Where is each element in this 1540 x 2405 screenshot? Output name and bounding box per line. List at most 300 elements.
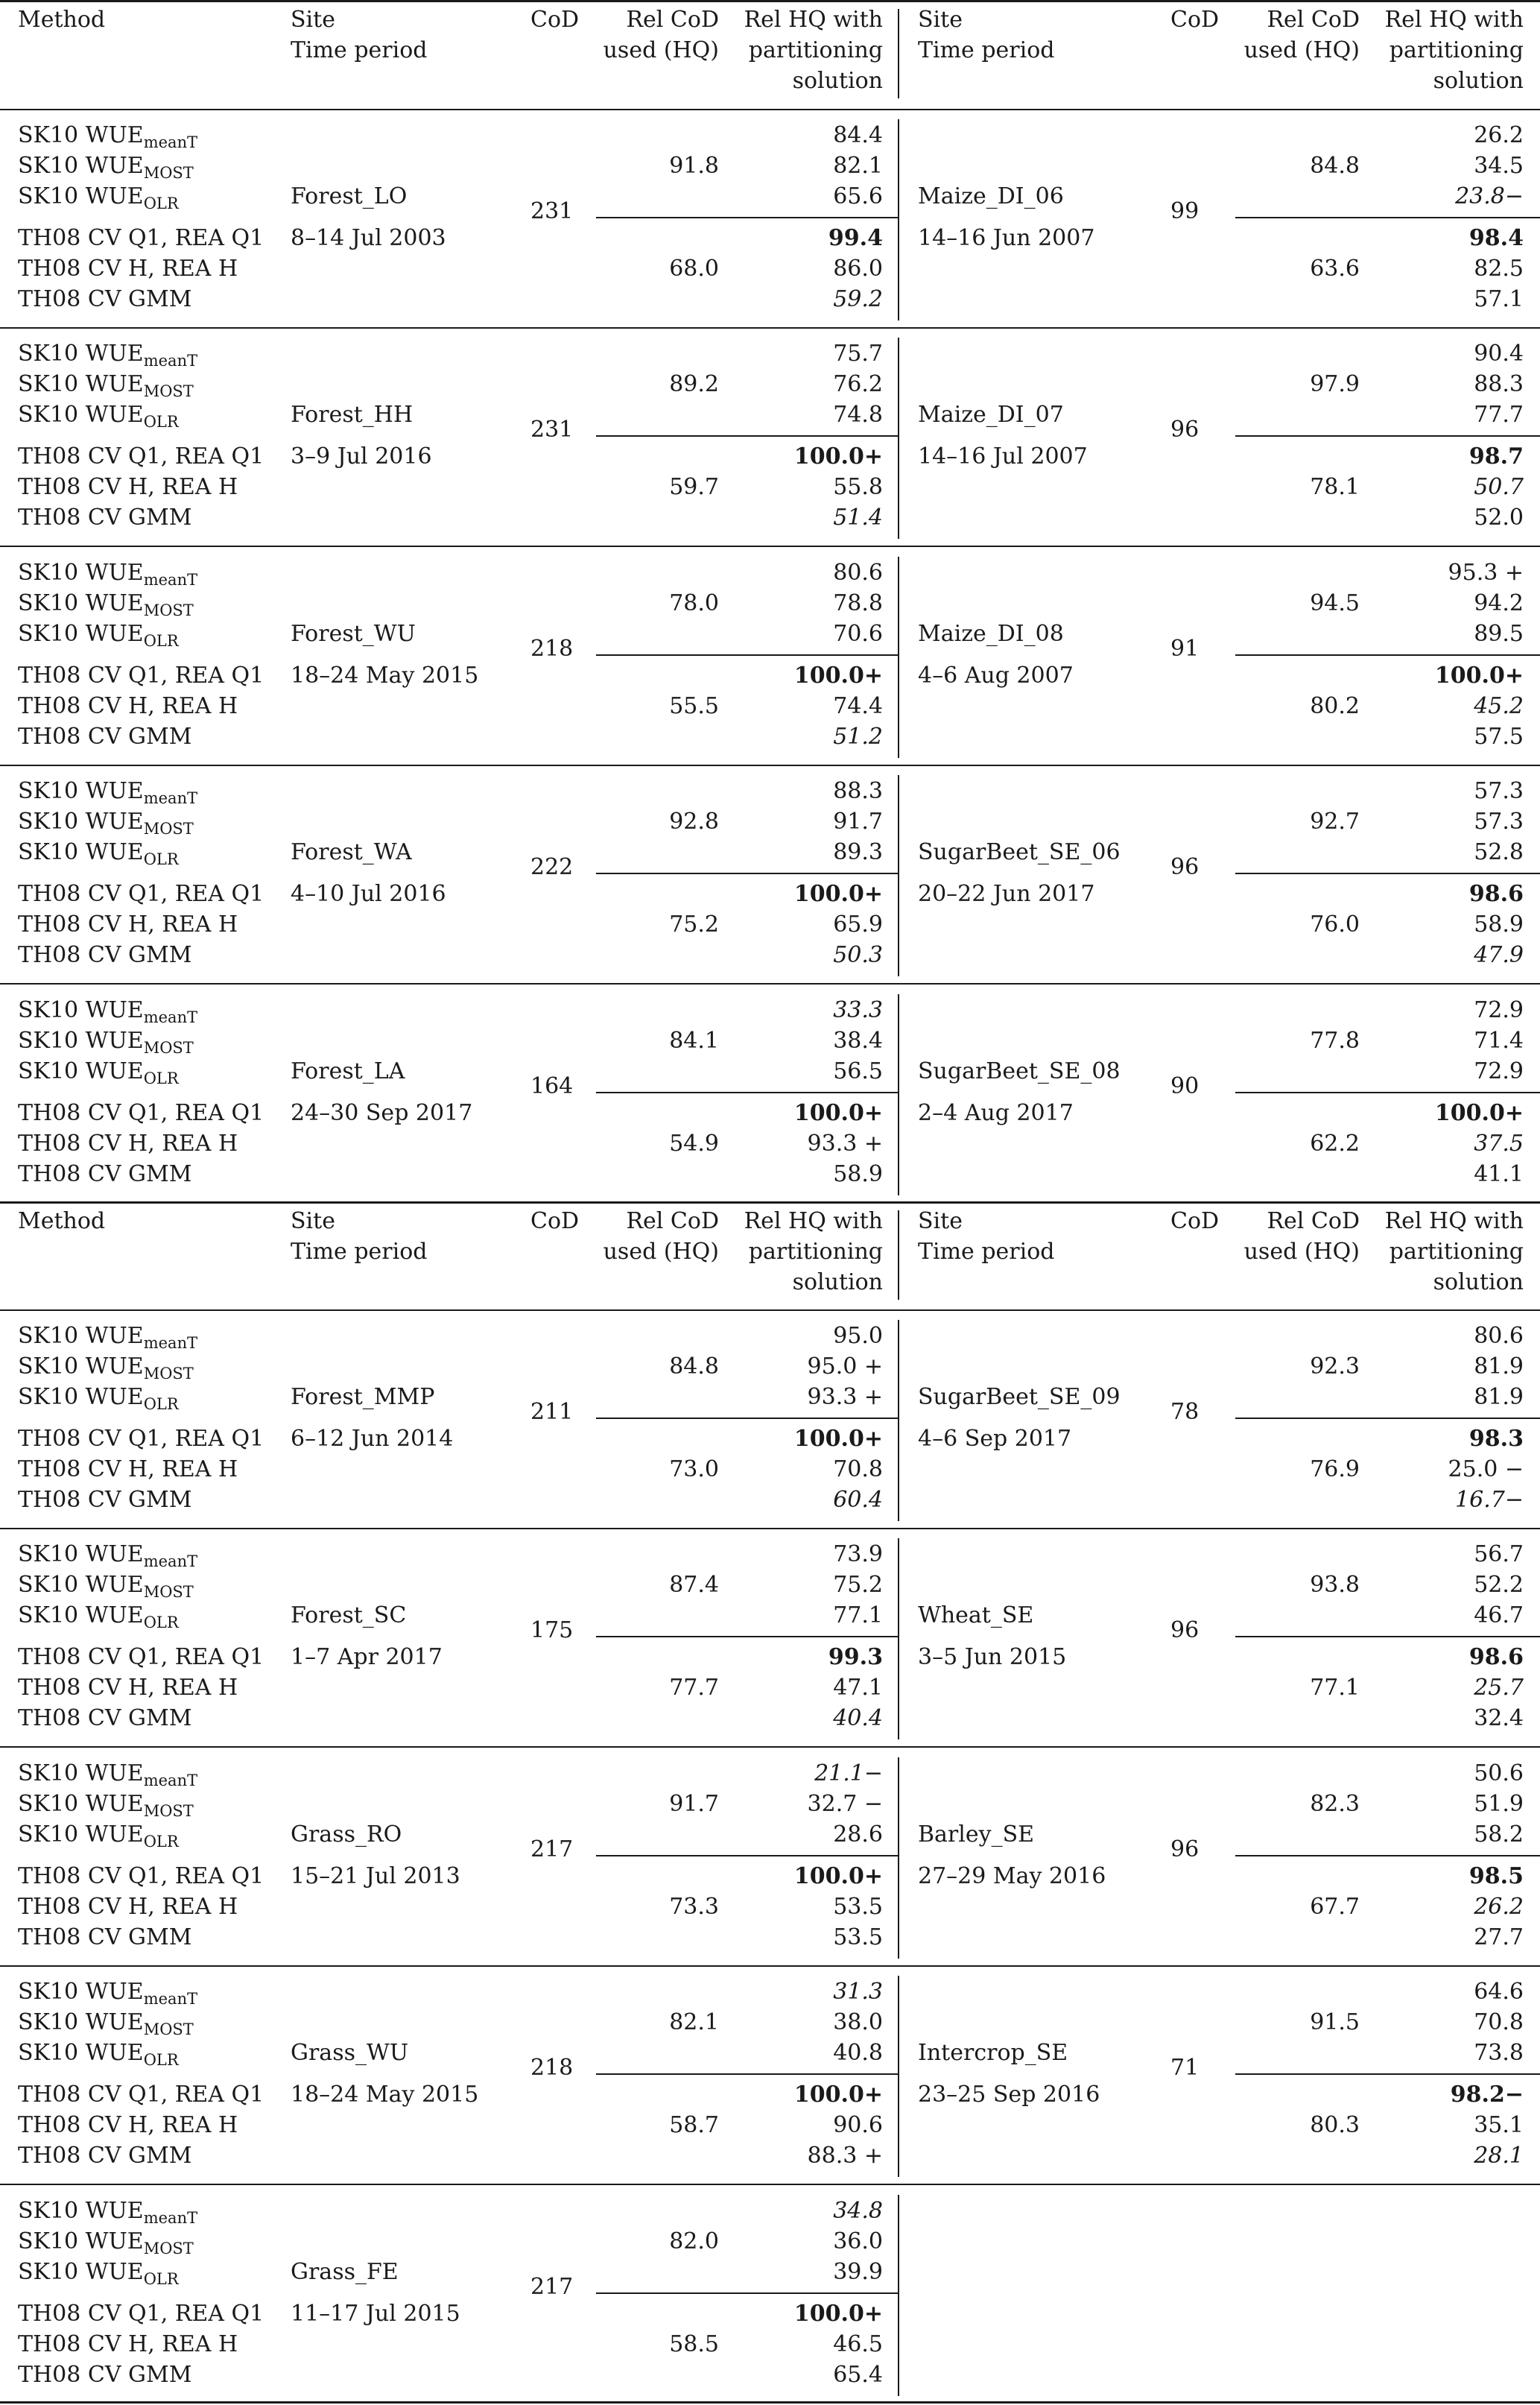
block-6-left-relhq-3: 99.3 [828,1644,883,1670]
block-8-right-relhq-1: 70.8 [1474,2009,1524,2035]
block-4-method-1: SK10 $WUE_{MOST}$ [18,1028,194,1057]
header-relhq-right-2: partitioning [1389,37,1524,63]
method-subscript: MOST [143,2240,194,2257]
block-0-left-relhq-4: 86.0 [833,256,883,282]
block-5-left-relhq-4: 70.8 [833,1456,883,1482]
block-0-method-4: TH08 CV H, REA H [18,256,238,282]
header-site: Site [291,7,335,33]
header-relhq-right: Rel HQ with [1384,7,1524,33]
block-7-left-relcod-sk: 91.7 [669,1791,719,1817]
block-2-left-relhq-1: 78.8 [833,590,883,616]
block-5-right-relhq-4: 25.0 − [1448,1456,1524,1482]
block-3-left-period: 4–10 Jul 2016 [291,881,446,907]
block-4-left-site: Forest_LA [291,1058,405,1084]
block-8-right-relcod-th: 80.3 [1310,2112,1360,2138]
block-7-left-period: 15–21 Jul 2013 [291,1863,460,1889]
block-6-method-4: TH08 CV H, REA H [18,1675,238,1701]
block-5-left-relcod-sk: 84.8 [669,1353,719,1380]
block-5-method-3: TH08 CV Q1, REA Q1 [18,1426,264,1452]
block-8-left-relhq-5: 88.3 + [807,2143,883,2169]
block-5-right-relcod-th: 76.9 [1310,1456,1360,1482]
block-6-right-relhq-0: 56.7 [1474,1541,1524,1567]
block-rule-8 [0,2184,1540,2185]
block-1-method-1: SK10 $WUE_{MOST}$ [18,371,194,400]
block-4-right-relcod-sk: 77.8 [1310,1028,1360,1054]
block-0-left-midrule [596,217,898,218]
header-column-separator [898,1210,899,1300]
header-site-right: Site [918,7,963,33]
block-6-right-midrule [1235,1636,1540,1637]
block-9-left-period: 11–17 Jul 2015 [291,2301,460,2327]
block-1-left-relhq-4: 55.8 [833,474,883,500]
block-1-left-relhq-5: 51.4 [833,505,883,531]
block-1-right-midrule [1235,435,1540,437]
block-3-left-relhq-5: 50.3 [833,942,883,968]
block-7-left-relhq-0: 21.1− [814,1760,883,1786]
block-3-method-0: SK10 $WUE_{meanT}$ [18,778,198,807]
block-5-right-relhq-5: 16.7− [1455,1487,1524,1513]
block-4-right-period: 2–4 Aug 2017 [918,1100,1074,1126]
method-subscript: meanT [143,1990,198,2008]
block-8-method-4: TH08 CV H, REA H [18,2112,238,2138]
block-5-left-relhq-0: 95.0 [833,1323,883,1349]
block-8-left-relcod-th: 58.7 [669,2112,719,2138]
block-6-left-relhq-4: 47.1 [833,1675,883,1701]
block-0-right-midrule [1235,217,1540,218]
block-2-left-site: Forest_WU [291,621,416,647]
block-8-method-5: TH08 CV GMM [18,2143,192,2169]
block-1-right-relhq-4: 50.7 [1474,474,1524,500]
block-6-left-cod: 175 [530,1617,574,1643]
block-6-left-relhq-0: 73.9 [833,1541,883,1567]
block-2-right-relcod-sk: 94.5 [1310,590,1360,616]
block-9-left-relhq-5: 65.4 [833,2362,883,2388]
block-4-left-relcod-sk: 84.1 [669,1028,719,1054]
block-6-left-site: Forest_SC [291,1602,407,1628]
block-3-method-2: SK10 $WUE_{OLR}$ [18,839,179,868]
block-4-left-relhq-4: 93.3 + [807,1131,883,1157]
method-subscript: MOST [143,1583,194,1601]
block-9-left-relhq-4: 46.5 [833,2331,883,2357]
block-5-method-5: TH08 CV GMM [18,1487,192,1513]
block-3-method-5: TH08 CV GMM [18,942,192,968]
block-5-method-1: SK10 $WUE_{MOST}$ [18,1353,194,1382]
method-subscript: OLR [143,2051,179,2069]
block-4-right-relhq-5: 41.1 [1474,1161,1524,1187]
block-0-left-relhq-2: 65.6 [833,183,883,209]
block-5-right-cod: 78 [1170,1399,1200,1425]
block-1-right-relhq-1: 88.3 [1474,371,1524,397]
block-2-right-site: Maize_DI_08 [918,621,1064,647]
header-relhq-right: Rel HQ with [1384,1208,1524,1234]
block-3-left-relhq-0: 88.3 [833,778,883,804]
block-5-right-midrule [1235,1418,1540,1419]
method-subscript: OLR [143,1395,179,1413]
header-site-right: Site [918,1208,963,1234]
block-2-right-relcod-th: 80.2 [1310,693,1360,719]
block-1-column-separator [898,338,899,539]
block-7-left-midrule [596,1855,898,1856]
block-6-right-relcod-sk: 93.8 [1310,1572,1360,1598]
block-7-right-relhq-5: 27.7 [1474,1924,1524,1950]
block-2-right-relhq-2: 89.5 [1474,621,1524,647]
block-5-right-relhq-0: 80.6 [1474,1323,1524,1349]
block-7-right-relhq-0: 50.6 [1474,1760,1524,1786]
block-7-method-1: SK10 $WUE_{MOST}$ [18,1791,194,1820]
block-2-left-relcod-sk: 78.0 [669,590,719,616]
block-6-method-1: SK10 $WUE_{MOST}$ [18,1572,194,1601]
method-subscript: meanT [143,571,198,589]
block-5-left-relhq-1: 95.0 + [807,1353,883,1380]
block-7-column-separator [898,1757,899,1959]
block-7-right-relhq-3: 98.5 [1468,1863,1524,1889]
header-relcod-right: Rel CoD [1267,1208,1360,1234]
method-subscript: OLR [143,413,179,431]
block-4-left-relhq-1: 38.4 [833,1028,883,1054]
block-3-method-1: SK10 $WUE_{MOST}$ [18,809,194,838]
block-4-left-period: 24–30 Sep 2017 [291,1100,473,1126]
block-6-left-relhq-5: 40.4 [833,1705,883,1731]
block-1-method-0: SK10 $WUE_{meanT}$ [18,341,198,370]
block-3-right-midrule [1235,873,1540,874]
block-4-right-midrule [1235,1092,1540,1093]
block-4-left-relhq-5: 58.9 [833,1161,883,1187]
header-relhq-2: partitioning [748,37,883,63]
block-5-left-relhq-3: 100.0+ [793,1426,883,1452]
block-7-right-relhq-1: 51.9 [1474,1791,1524,1817]
block-5-left-relcod-th: 73.0 [669,1456,719,1482]
block-4-left-relcod-th: 54.9 [669,1131,719,1157]
block-3-left-relhq-3: 100.0+ [793,881,883,907]
method-subscript: MOST [143,601,194,619]
block-9-left-relhq-1: 36.0 [833,2228,883,2254]
header-period-right: Time period [918,37,1055,63]
block-8-right-midrule [1235,2073,1540,2075]
block-4-method-0: SK10 $WUE_{meanT}$ [18,997,198,1026]
header-relhq-2: partitioning [748,1239,883,1265]
header-relhq-right-3: solution [1433,68,1524,94]
header-cod-right: CoD [1170,7,1220,33]
block-5-left-midrule [596,1418,898,1419]
method-subscript: meanT [143,1772,198,1789]
block-3-left-relcod-th: 75.2 [669,911,719,938]
block-7-left-site: Grass_RO [291,1821,402,1848]
header-period-right: Time period [918,1239,1055,1265]
block-2-right-relhq-0: 95.3 + [1448,560,1524,586]
header-rule-1 [0,109,1540,110]
method-subscript: meanT [143,2209,198,2227]
block-9-left-relcod-sk: 82.0 [669,2228,719,2254]
block-2-right-relhq-5: 57.5 [1474,724,1524,750]
block-8-right-site: Intercrop_SE [918,2040,1068,2066]
block-0-left-site: Forest_LO [291,183,408,209]
method-subscript: MOST [143,164,194,182]
block-3-right-relhq-2: 52.8 [1474,839,1524,865]
table-bottom-rule [0,2401,1540,2404]
block-9-left-midrule [596,2292,898,2294]
block-9-left-relhq-3: 100.0+ [793,2301,883,2327]
block-6-right-cod: 96 [1170,1617,1200,1643]
block-0-right-relhq-3: 98.4 [1468,225,1524,251]
block-0-left-period: 8–14 Jul 2003 [291,225,446,251]
method-subscript: meanT [143,133,198,151]
block-4-right-relhq-4: 37.5 [1474,1131,1524,1157]
block-6-left-period: 1–7 Apr 2017 [291,1644,443,1670]
block-8-right-relhq-0: 64.6 [1474,1979,1524,2005]
block-2-right-cod: 91 [1170,636,1200,662]
block-5-right-period: 4–6 Sep 2017 [918,1426,1072,1452]
block-7-right-relcod-sk: 82.3 [1310,1791,1360,1817]
block-8-right-cod: 71 [1170,2055,1200,2081]
block-rule-1 [0,546,1540,547]
block-2-left-relhq-5: 51.2 [833,724,883,750]
block-7-right-period: 27–29 May 2016 [918,1863,1106,1889]
block-8-method-0: SK10 $WUE_{meanT}$ [18,1979,198,2008]
method-subscript: meanT [143,1008,198,1026]
block-4-left-relhq-0: 33.3 [833,997,883,1023]
block-0-right-relhq-5: 57.1 [1474,286,1524,312]
block-3-right-cod: 96 [1170,854,1200,880]
method-subscript: MOST [143,382,194,400]
method-subscript: MOST [143,1039,194,1057]
block-4-method-2: SK10 $WUE_{OLR}$ [18,1058,179,1087]
block-6-left-relhq-2: 77.1 [833,1602,883,1628]
block-5-left-relhq-2: 93.3 + [807,1384,883,1410]
block-4-left-cod: 164 [530,1073,574,1099]
method-subscript: MOST [143,1365,194,1382]
block-1-left-site: Forest_HH [291,402,413,428]
block-3-left-site: Forest_WA [291,839,412,865]
block-7-left-relhq-5: 53.5 [833,1924,883,1950]
block-3-left-midrule [596,873,898,874]
block-6-right-relhq-2: 46.7 [1474,1602,1524,1628]
method-subscript: meanT [143,789,198,807]
block-6-left-relcod-sk: 87.4 [669,1572,719,1598]
header-site: Site [291,1208,335,1234]
block-1-method-5: TH08 CV GMM [18,505,192,531]
block-9-left-cod: 217 [530,2274,574,2300]
block-4-left-midrule [596,1092,898,1093]
block-0-right-cod: 99 [1170,198,1200,224]
block-8-left-midrule [596,2073,898,2075]
block-0-left-relhq-3: 99.4 [828,225,883,251]
method-subscript: meanT [143,1552,198,1570]
block-6-right-relhq-5: 32.4 [1474,1705,1524,1731]
block-0-left-relhq-1: 82.1 [833,153,883,179]
block-6-right-relhq-4: 25.7 [1474,1675,1524,1701]
method-subscript: OLR [143,1069,179,1087]
block-0-right-relhq-4: 82.5 [1474,256,1524,282]
block-5-left-cod: 211 [530,1399,574,1425]
block-4-column-separator [898,994,899,1195]
block-rule-2 [0,765,1540,766]
block-rule-6 [0,1746,1540,1748]
block-8-right-relhq-3: 98.2− [1450,2082,1524,2108]
block-6-right-period: 3–5 Jun 2015 [918,1644,1067,1670]
block-8-left-period: 18–24 May 2015 [291,2082,479,2108]
block-8-left-site: Grass_WU [291,2040,409,2066]
block-3-left-relhq-2: 89.3 [833,839,883,865]
block-7-right-relhq-4: 26.2 [1474,1894,1524,1920]
block-1-left-relhq-3: 100.0+ [793,443,883,470]
block-7-method-4: TH08 CV H, REA H [18,1894,238,1920]
block-1-right-relcod-sk: 97.9 [1310,371,1360,397]
block-0-method-3: TH08 CV Q1, REA Q1 [18,225,264,251]
block-1-left-relcod-th: 59.7 [669,474,719,500]
block-9-left-relcod-th: 58.5 [669,2331,719,2357]
header-relcod-right-2: used (HQ) [1243,1239,1360,1265]
block-0-right-relcod-sk: 84.8 [1310,153,1360,179]
block-0-column-separator [898,119,899,320]
block-6-right-site: Wheat_SE [918,1602,1034,1628]
block-3-right-relcod-sk: 92.7 [1310,809,1360,835]
block-rule-5 [0,1528,1540,1529]
method-subscript: meanT [143,1334,198,1352]
block-2-left-relhq-3: 100.0+ [793,663,883,689]
block-3-column-separator [898,775,899,976]
block-4-right-relhq-2: 72.9 [1474,1058,1524,1084]
block-2-method-1: SK10 $WUE_{MOST}$ [18,590,194,619]
block-3-left-cod: 222 [530,854,574,880]
header-relcod: Rel CoD [626,1208,719,1234]
block-1-right-relhq-5: 52.0 [1474,505,1524,531]
block-2-method-4: TH08 CV H, REA H [18,693,238,719]
block-5-left-period: 6–12 Jun 2014 [291,1426,454,1452]
block-1-right-relhq-2: 77.7 [1474,402,1524,428]
block-7-right-relhq-2: 58.2 [1474,1821,1524,1848]
block-0-left-cod: 231 [530,198,574,224]
block-4-method-4: TH08 CV H, REA H [18,1131,238,1157]
block-1-left-period: 3–9 Jul 2016 [291,443,432,470]
block-4-right-relhq-3: 100.0+ [1434,1100,1524,1126]
block-0-right-period: 14–16 Jun 2007 [918,225,1095,251]
block-5-method-4: TH08 CV H, REA H [18,1456,238,1482]
block-3-right-relhq-5: 47.9 [1474,942,1524,968]
block-7-method-0: SK10 $WUE_{meanT}$ [18,1760,198,1789]
block-9-method-3: TH08 CV Q1, REA Q1 [18,2301,264,2327]
block-6-method-5: TH08 CV GMM [18,1705,192,1731]
header-relcod: Rel CoD [626,7,719,33]
block-8-right-relcod-sk: 91.5 [1310,2009,1360,2035]
block-1-left-cod: 231 [530,417,574,443]
block-7-left-relcod-th: 73.3 [669,1894,719,1920]
block-1-left-relhq-0: 75.7 [833,341,883,367]
block-4-left-relhq-2: 56.5 [833,1058,883,1084]
block-3-right-site: SugarBeet_SE_06 [918,839,1121,865]
block-0-method-0: SK10 $WUE_{meanT}$ [18,122,198,151]
block-2-left-relhq-0: 80.6 [833,560,883,586]
header-relhq-right-3: solution [1433,1269,1524,1295]
block-5-left-relhq-5: 60.4 [833,1487,883,1513]
block-5-method-2: SK10 $WUE_{OLR}$ [18,1384,179,1413]
block-4-right-cod: 90 [1170,1073,1200,1099]
block-2-right-period: 4–6 Aug 2007 [918,663,1074,689]
block-0-left-relcod-th: 68.0 [669,256,719,282]
block-4-left-relhq-3: 100.0+ [793,1100,883,1126]
block-0-right-relcod-th: 63.6 [1310,256,1360,282]
block-2-right-midrule [1235,654,1540,656]
block-1-left-relhq-1: 76.2 [833,371,883,397]
block-7-right-cod: 96 [1170,1836,1200,1862]
block-1-right-relhq-3: 98.7 [1468,443,1524,470]
block-7-left-relhq-1: 32.7 − [807,1791,883,1817]
block-6-left-relhq-1: 75.2 [833,1572,883,1598]
block-1-method-3: TH08 CV Q1, REA Q1 [18,443,264,470]
block-0-method-5: TH08 CV GMM [18,286,192,312]
block-6-right-relhq-1: 52.2 [1474,1572,1524,1598]
block-7-left-relhq-3: 100.0+ [793,1863,883,1889]
block-9-method-4: TH08 CV H, REA H [18,2331,238,2357]
block-3-left-relhq-1: 91.7 [833,809,883,835]
header-column-separator [898,9,899,98]
block-5-right-relcod-sk: 92.3 [1310,1353,1360,1380]
block-rule-0 [0,327,1540,329]
block-1-right-site: Maize_DI_07 [918,402,1064,428]
block-6-method-2: SK10 $WUE_{OLR}$ [18,1602,179,1631]
header-cod-right: CoD [1170,1208,1220,1234]
block-2-left-relhq-4: 74.4 [833,693,883,719]
method-subscript: MOST [143,820,194,838]
block-9-method-0: SK10 $WUE_{meanT}$ [18,2198,198,2227]
header-relhq-3: solution [792,68,883,94]
block-rule-3 [0,983,1540,985]
block-8-method-3: TH08 CV Q1, REA Q1 [18,2082,264,2108]
method-subscript: OLR [143,1833,179,1851]
block-2-method-2: SK10 $WUE_{OLR}$ [18,621,179,650]
block-1-right-relcod-th: 78.1 [1310,474,1360,500]
block-8-right-relhq-4: 35.1 [1474,2112,1524,2138]
table-top-rule [0,0,1540,2]
block-5-right-relhq-1: 81.9 [1474,1353,1524,1380]
method-subscript: meanT [143,352,198,370]
block-8-method-1: SK10 $WUE_{MOST}$ [18,2009,194,2038]
header-relcod-right: Rel CoD [1267,7,1360,33]
block-7-left-cod: 217 [530,1836,574,1862]
block-0-right-relhq-2: 23.8− [1455,183,1524,209]
block-6-left-midrule [596,1636,898,1637]
block-9-left-site: Grass_FE [291,2259,399,2285]
block-6-method-0: SK10 $WUE_{meanT}$ [18,1541,198,1570]
block-9-left-relhq-2: 39.9 [833,2259,883,2285]
block-4-right-site: SugarBeet_SE_08 [918,1058,1121,1084]
block-1-left-relcod-sk: 89.2 [669,371,719,397]
block-5-right-relhq-2: 81.9 [1474,1384,1524,1410]
block-4-method-5: TH08 CV GMM [18,1161,192,1187]
block-5-method-0: SK10 $WUE_{meanT}$ [18,1323,198,1352]
block-9-column-separator [898,2195,899,2396]
header-relcod-2: used (HQ) [603,1239,719,1265]
block-9-method-1: SK10 $WUE_{MOST}$ [18,2228,194,2257]
block-1-right-period: 14–16 Jul 2007 [918,443,1088,470]
block-6-left-relcod-th: 77.7 [669,1675,719,1701]
method-subscript: OLR [143,1614,179,1631]
header-relhq: Rel HQ with [744,1208,883,1234]
block-1-method-2: SK10 $WUE_{OLR}$ [18,402,179,431]
block-3-method-3: TH08 CV Q1, REA Q1 [18,881,264,907]
block-3-right-relhq-1: 57.3 [1474,809,1524,835]
block-7-left-relhq-2: 28.6 [833,1821,883,1848]
block-2-left-relcod-th: 55.5 [669,693,719,719]
block-3-right-relcod-th: 76.0 [1310,911,1360,938]
block-0-left-relhq-0: 84.4 [833,122,883,148]
header-period: Time period [291,37,428,63]
method-subscript: OLR [143,195,179,212]
block-8-left-relhq-3: 100.0+ [793,2082,883,2108]
block-4-method-3: TH08 CV Q1, REA Q1 [18,1100,264,1126]
block-4-right-relhq-0: 72.9 [1474,997,1524,1023]
block-9-method-2: SK10 $WUE_{OLR}$ [18,2259,179,2288]
block-8-left-relhq-0: 31.3 [833,1979,883,2005]
